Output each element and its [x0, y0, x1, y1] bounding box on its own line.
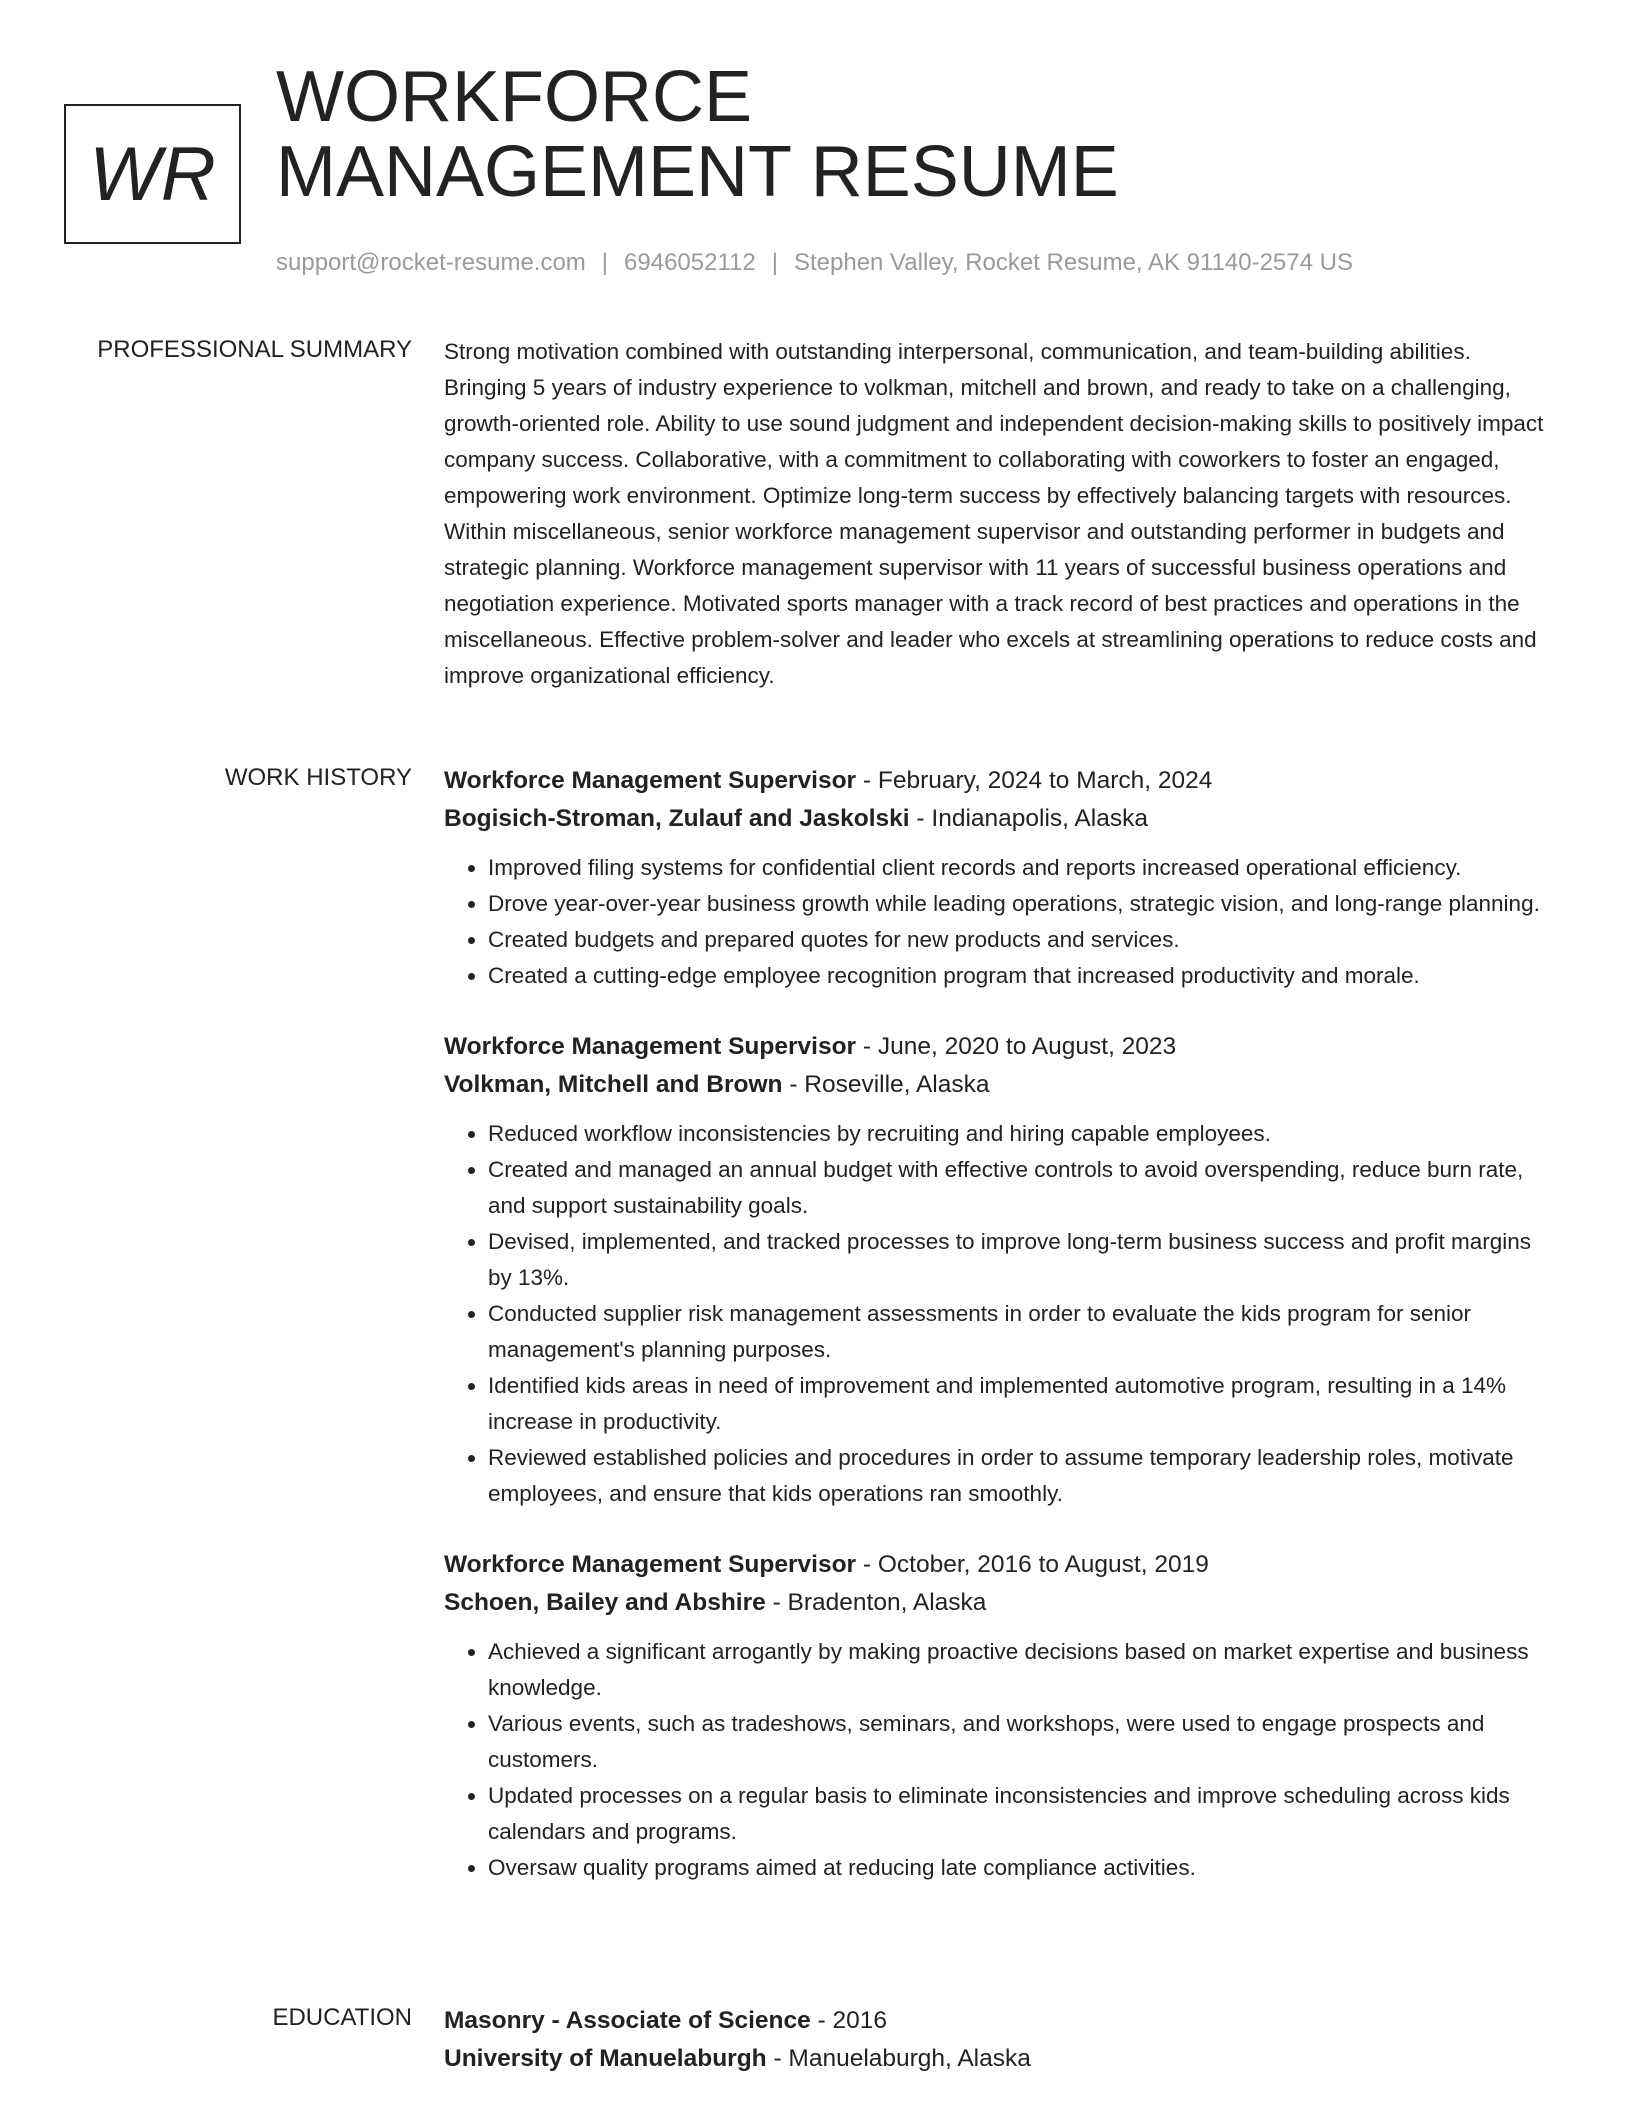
job-bullets — [444, 850, 1556, 994]
job-dates: - October, 2016 to August, 2019 — [856, 1551, 1209, 1578]
job-title: Workforce Management Supervisor — [444, 1033, 857, 1060]
job-title-line — [444, 1546, 1556, 1584]
job-bullet: • Drove year-over-year business growth while leading operations, strategic vision, and long-range planning. — [488, 886, 1556, 922]
job-location: - Bradenton, Alaska — [765, 1589, 987, 1616]
job-entry — [444, 1546, 1556, 1886]
job-title-line — [444, 1028, 1556, 1066]
work-history-heading: WORK HISTORY — [224, 764, 412, 791]
contact-separator: | — [771, 249, 778, 276]
job-bullet: • Oversaw quality programs aimed at reducing late compliance activities. — [488, 1850, 1556, 1886]
job-bullet: • Devised, implemented, and tracked processes to improve long-term business success and profit margins by 13%. — [488, 1224, 1556, 1296]
job-bullets — [444, 1634, 1556, 1886]
job-title-line — [444, 762, 1556, 800]
job-dates: - June, 2020 to August, 2023 — [856, 1033, 1177, 1060]
job-bullet: • Conducted supplier risk management assessments in order to evaluate the kids program for senior management's planning purposes. — [488, 1296, 1556, 1368]
monogram-logo: WR — [64, 104, 241, 244]
job-dates: - February, 2024 to March, 2024 — [856, 767, 1213, 794]
job-company: Volkman, Mitchell and Brown — [444, 1071, 783, 1098]
education-degree: Masonry - Associate of Science — [444, 2007, 811, 2034]
job-bullet: • Created a cutting-edge employee recognition program that increased productivity and morale. — [488, 958, 1556, 994]
contact-address: Stephen Valley, Rocket Resume, AK 91140-2574 US — [793, 249, 1353, 276]
job-bullet: • Achieved a significant arrogantly by making proactive decisions based on market expertise and business knowledge. — [488, 1634, 1556, 1706]
summary-body — [444, 334, 1556, 694]
job-bullet: • Updated processes on a regular basis to eliminate inconsistencies and improve scheduling across kids calendars and programs. — [488, 1778, 1556, 1850]
job-company-line — [444, 1584, 1556, 1622]
education-degree-line — [444, 2002, 1556, 2040]
summary-text: Strong motivation combined with outstanding interpersonal, communication, and team-building abilities. Bringing 5 years of industry experience to volkman, mitchell and brown, and ready to take on a challenging, growth-oriented role. Ability to use sound judgment and independent decision-making skills to positively impact company success. Collaborative, with a commitment to collaborating with coworkers to foster an engaged, empowering work environment. Optimize long-term success by effectively balancing targets with resources. Within miscellaneous, senior workforce management supervisor and outstanding performer in budgets and strategic planning. Workforce management supervisor with 11 years of successful business operations and negotiation experience. Motivated sports manager with a track record of best practices and operations in the miscellaneous. Effective problem-solver and leader who excels at streamlining operations to reduce costs and improve organizational efficiency. — [444, 339, 1544, 688]
job-entry — [444, 762, 1556, 994]
education-school-line — [444, 2040, 1556, 2078]
job-title: Workforce Management Supervisor — [444, 1551, 857, 1578]
job-bullet: • Identified kids areas in need of improvement and implemented automotive program, resulting in a 14% increase in productivity. — [488, 1368, 1556, 1440]
job-bullet: • Created and managed an annual budget with effective controls to avoid overspending, reduce burn rate, and support sustainability goals. — [488, 1152, 1556, 1224]
education-location: - Manuelaburgh, Alaska — [766, 2045, 1031, 2072]
education-heading: EDUCATION — [272, 2004, 412, 2031]
title-line-1: WORKFORCE — [276, 57, 752, 137]
education-year: - 2016 — [810, 2007, 888, 2034]
job-company: Bogisich-Stroman, Zulauf and Jaskolski — [444, 805, 910, 832]
resume-title — [276, 57, 1119, 212]
job-bullet: • Reviewed established policies and procedures in order to assume temporary leadership roles, motivate employees, and ensure that kids operations ran smoothly. — [488, 1440, 1556, 1512]
job-company: Schoen, Bailey and Abshire — [444, 1589, 766, 1616]
job-bullets — [444, 1116, 1556, 1512]
job-title: Workforce Management Supervisor — [444, 767, 857, 794]
job-bullet: • Improved filing systems for confidential client records and reports increased operational efficiency. — [488, 850, 1556, 886]
work-history-body — [444, 762, 1556, 1920]
contact-phone: 6946052112 — [624, 249, 756, 276]
job-location: - Indianapolis, Alaska — [909, 805, 1148, 832]
job-location: - Roseville, Alaska — [782, 1071, 990, 1098]
job-bullet: • Reduced workflow inconsistencies by recruiting and hiring capable employees. — [488, 1116, 1556, 1152]
contact-email: support@rocket-resume.com — [276, 249, 586, 276]
title-line-2: MANAGEMENT RESUME — [276, 132, 1119, 212]
job-company-line — [444, 1066, 1556, 1104]
job-company-line — [444, 800, 1556, 838]
summary-heading: PROFESSIONAL SUMMARY — [97, 336, 412, 363]
contact-separator: | — [601, 249, 609, 276]
education-school: University of Manuelaburgh — [444, 2045, 767, 2072]
job-bullet: • Various events, such as tradeshows, seminars, and workshops, were used to engage prospects and customers. — [488, 1706, 1556, 1778]
job-bullet: • Created budgets and prepared quotes for new products and services. — [488, 922, 1556, 958]
education-body — [444, 2002, 1556, 2078]
contact-line — [276, 249, 1353, 277]
job-entry — [444, 1028, 1556, 1512]
